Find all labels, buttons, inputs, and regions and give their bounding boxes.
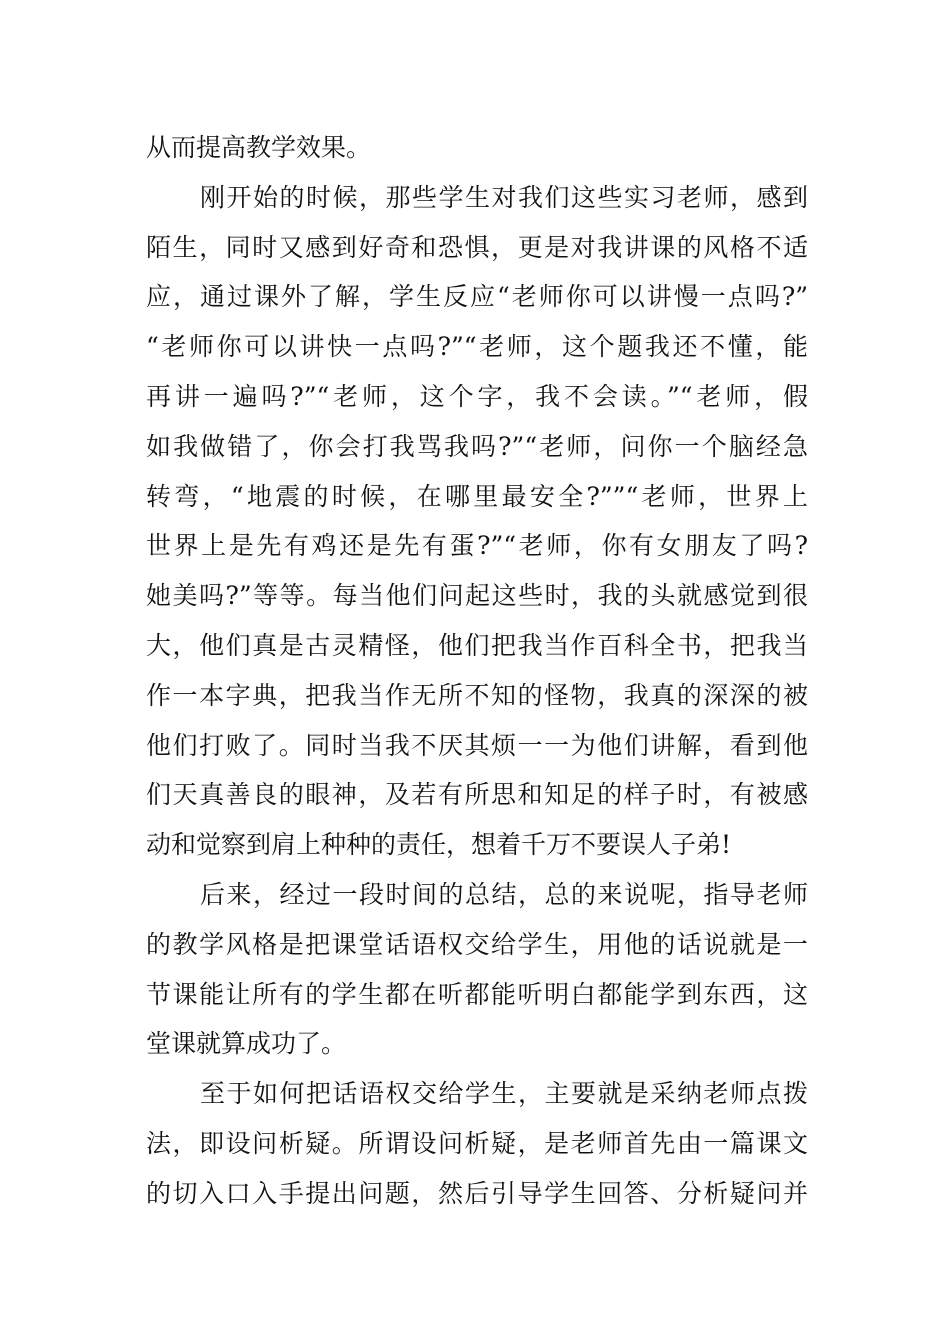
text-line: 堂课就算成功了。: [146, 1029, 347, 1059]
text-line: 他们打败了。同时当我不厌其烦一一为他们讲解，看到他: [146, 730, 808, 760]
text-line: 刚开始的时候，那些学生对我们这些实习老师，感到: [200, 182, 808, 212]
text-line: 至于如何把话语权交给学生，主要就是采纳老师点拨: [200, 1079, 808, 1109]
text-line: 的切入口入手提出问题，然后引导学生回答、分析疑问并: [146, 1178, 808, 1208]
text-line: 动和觉察到肩上种种的责任，想着千万不要误人子弟!: [146, 830, 732, 860]
body-text: [146, 123, 808, 1219]
text-line: 如我做错了，你会打我骂我吗?”“老师，问你一个脑经急: [146, 431, 808, 461]
text-line: 她美吗?”等等。每当他们问起这些时，我的头就感觉到很: [146, 581, 808, 611]
text-line: 再讲一遍吗?”“老师，这个字，我不会读。”“老师，假: [146, 381, 808, 411]
text-line: 节课能让所有的学生都在听都能听明白都能学到东西，这: [146, 979, 808, 1009]
text-line: 陌生，同时又感到好奇和恐惧，更是对我讲课的风格不适: [146, 232, 808, 262]
text-line: 世界上是先有鸡还是先有蛋?”“老师，你有女朋友了吗?: [146, 531, 808, 561]
text-line: 作一本字典，把我当作无所不知的怪物，我真的深深的被: [146, 680, 808, 710]
text-line: 的教学风格是把课堂话语权交给学生，用他的话说就是一: [146, 929, 808, 959]
text-line: 们天真善良的眼神，及若有所思和知足的样子时，有被感: [146, 780, 808, 810]
text-line: 大，他们真是古灵精怪，他们把我当作百科全书，把我当: [146, 630, 808, 660]
text-line: 后来，经过一段时间的总结，总的来说呢，指导老师: [200, 879, 808, 909]
text-line: “老师你可以讲快一点吗?”“老师，这个题我还不懂，能: [146, 332, 808, 362]
text-line: 应，通过课外了解，学生反应“老师你可以讲慢一点吗?”: [146, 282, 808, 312]
text-line: 法，即设问析疑。所谓设问析疑，是老师首先由一篇课文: [146, 1128, 808, 1158]
text-line: 转弯，“地震的时候，在哪里最安全?””“老师，世界上: [146, 481, 808, 511]
text-line: 从而提高教学效果。: [146, 133, 372, 162]
